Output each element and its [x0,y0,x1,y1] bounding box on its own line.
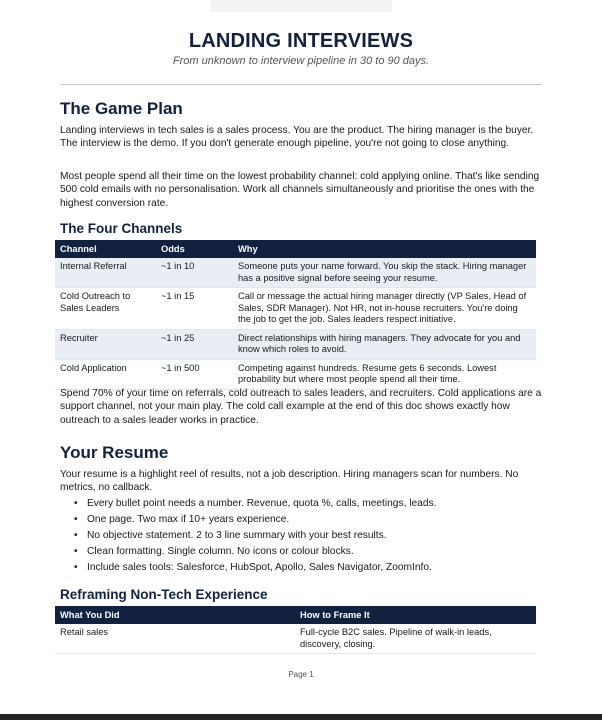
table-cell: ~1 in 500 [156,359,233,389]
table-cell: Recruiter [55,329,156,359]
table-cell: ~1 in 15 [156,288,233,330]
list-item: • Include sales tools: Salesforce, HubSpot, Apollo, Sales Navigator, ZoomInfo. [87,560,547,576]
table-cell: Cold Outreach to Sales Leaders [55,288,156,330]
column-header: How to Frame It [295,606,536,624]
table-cell: Retail sales [55,624,295,654]
page-number: Page 1 [288,670,314,679]
table-cell: Someone puts your name forward. You skip the stack. Hiring manager has a positive signal before seeing your resume. [233,258,536,288]
list-item: • One page. Two max if 10+ years experience. [87,512,547,528]
table-cell: Cold Application [55,359,156,389]
table-row [55,329,536,359]
table-cell: Direct relationships with hiring managers. They advocate for you and know which roles to avoid. [233,329,536,359]
column-header: Why [233,240,536,258]
list-item: • Clean formatting. Single column. No icons or colour blocks. [87,544,547,560]
resume-bullet-list [60,496,547,576]
table-row [55,359,536,389]
resume-intro: Your resume is a highlight reel of results, not a job description. Hiring managers scan for numbers. No metrics, no callback. [60,469,519,494]
table-cell: Call or message the actual hiring manager directly (VP Sales, Head of Sales, SDR Manager). Not HR, not in-house recruiters. You're doing the job to get the job. Sales leaders respect initiative. [233,288,536,330]
table-cell: ~1 in 10 [156,258,233,288]
table-cell: Full-cycle B2C sales. Pipeline of walk-in leads, discovery, closing. [295,624,536,654]
bottom-bar [0,714,602,720]
table-row [55,288,536,330]
table-row [55,258,536,288]
subsection-heading-reframing: Reframing Non-Tech Experience [60,587,268,602]
table-row [55,624,536,654]
subsection-heading-four-channels: The Four Channels [60,221,183,236]
list-item: • Every bullet point needs a number. Revenue, quota %, calls, meetings, leads. [87,496,547,512]
table-header-row [55,606,536,624]
section-heading-game-plan: The Game Plan [60,99,183,118]
reframing-table [55,606,536,654]
channels-note: Spend 70% of your time on referrals, cold outreach to sales leaders, and recruiters. Cold applications are a support channel, not your main play. The cold call example at the end of this doc shows exactly how outreach to a sales leader works in practice. [60,388,542,426]
table-header-row [55,240,536,258]
game-plan-paragraph-1: Landing interviews in tech sales is a sales process. You are the product. The hiring manager is the buyer. The interview is the demo. If you don't generate enough pipeline, you're not going to close anything. [60,125,534,150]
column-header: What You Did [55,606,295,624]
column-header: Channel [55,240,156,258]
column-header: Odds [156,240,233,258]
document-subtitle: From unknown to interview pipeline in 30 to 90 days. [172,55,430,67]
game-plan-paragraph-2: Most people spend all their time on the lowest probability channel: cold applying online. That's like sending 500 cold emails with no personalisation. Work all channels simultaneously and prioritise the ones with the highest conversion rate. [60,171,540,209]
table-cell: Competing against hundreds. Resume gets 6 seconds. Lowest probability but where most people spend all their time. [233,359,536,389]
toolbar-strip [210,0,392,12]
document-title: LANDING INTERVIEWS [188,30,414,52]
section-heading-resume: Your Resume [60,443,169,462]
table-cell: ~1 in 25 [156,329,233,359]
list-item: • No objective statement. 2 to 3 line summary with your best results. [87,528,547,544]
divider [60,84,542,85]
table-cell: Internal Referral [55,258,156,288]
channels-table [55,240,536,390]
